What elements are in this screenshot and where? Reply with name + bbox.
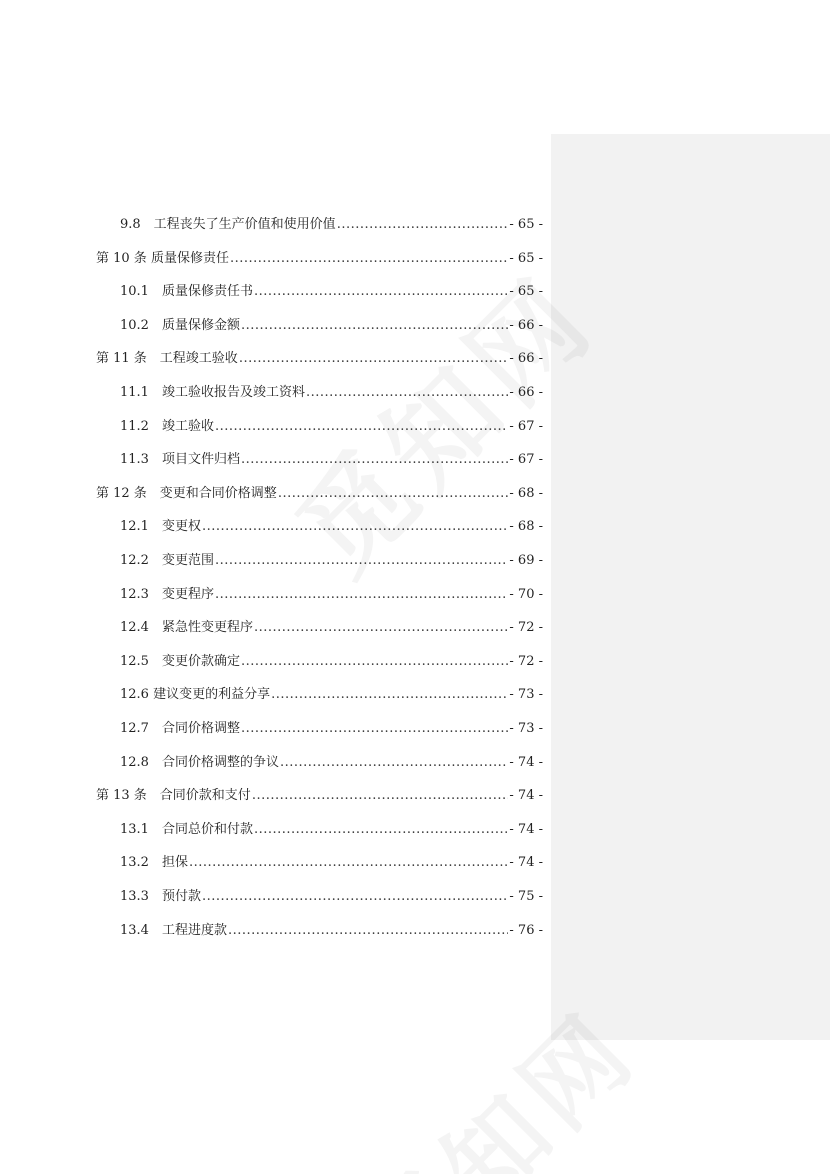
toc-section-entry[interactable]: [120, 314, 543, 338]
toc-page-number: - 72 -: [509, 653, 543, 669]
toc-entry-label: 第 11 条 工程竣工验收: [96, 351, 238, 367]
toc-section-entry[interactable]: [120, 616, 543, 640]
toc-chapter-entry[interactable]: [96, 247, 543, 271]
toc-page-number: - 66 -: [509, 317, 543, 333]
toc-dot-leader: [189, 851, 508, 875]
toc-page-number: - 67 -: [509, 418, 543, 434]
toc-section-entry[interactable]: [120, 650, 543, 674]
toc-dot-leader: [254, 818, 508, 842]
toc-section-entry[interactable]: [120, 549, 543, 573]
toc-page-number: - 73 -: [509, 721, 543, 736]
toc-entry-label: 12.6 建议变更的利益分享: [120, 687, 271, 703]
toc-dot-leader: [215, 549, 508, 573]
toc-section-entry[interactable]: [120, 415, 543, 439]
toc-entry-label: 12.5 变更价款确定: [120, 653, 240, 669]
toc-page-number: - 66 -: [509, 385, 543, 400]
toc-page-number: - 74 -: [509, 855, 543, 871]
toc-section-entry[interactable]: [120, 885, 543, 909]
toc-entry-label: 13.4 工程进度款: [120, 922, 227, 938]
toc-page-number: - 69 -: [509, 553, 543, 568]
toc-entry-label: 11.2 竣工验收: [120, 418, 214, 434]
toc-dot-leader: [254, 280, 508, 304]
toc-entry-label: 第 12 条 变更和合同价格调整: [96, 485, 277, 501]
toc-page-number: - 65 -: [509, 250, 543, 266]
toc-entry-label: 12.2 变更范围: [120, 553, 214, 568]
toc-page-number: - 73 -: [509, 687, 543, 703]
toc-dot-leader: [254, 616, 508, 640]
toc-page-number: - 67 -: [509, 452, 543, 468]
toc-chapter-entry[interactable]: [96, 482, 543, 506]
toc-dot-leader: [202, 885, 508, 909]
toc-page-number: - 74 -: [509, 821, 543, 837]
toc-dot-leader: [239, 347, 509, 371]
toc-entry-label: 12.3 变更程序: [120, 586, 214, 602]
comment-margin-panel: [551, 134, 830, 1040]
toc-section-entry[interactable]: [120, 213, 543, 237]
toc-page-number: - 65 -: [509, 217, 543, 232]
toc-section-entry[interactable]: [120, 818, 543, 842]
toc-entry-label: 12.8 合同价格调整的争议: [120, 754, 279, 770]
toc-entry-label: 12.4 紧急性变更程序: [120, 620, 253, 636]
toc-page-number: - 65 -: [509, 284, 543, 300]
toc-dot-leader: [278, 482, 509, 506]
toc-section-entry[interactable]: [120, 381, 543, 405]
toc-page-number: - 74 -: [509, 754, 543, 770]
toc-entry-label: 13.3 预付款: [120, 889, 201, 904]
toc-dot-leader: [228, 919, 508, 943]
toc-dot-leader: [241, 314, 508, 338]
toc-section-entry[interactable]: [120, 919, 543, 943]
toc-section-entry[interactable]: [120, 515, 543, 539]
toc-page-number: - 76 -: [509, 922, 543, 938]
toc-page-number: - 72 -: [509, 620, 543, 636]
toc-entry-label: 12.1 变更权: [120, 519, 201, 535]
toc-page-number: - 70 -: [509, 586, 543, 602]
toc-dot-leader: [241, 448, 508, 472]
toc-page-number: - 68 -: [509, 485, 543, 501]
toc-dot-leader: [241, 650, 508, 674]
toc-page-number: - 75 -: [509, 889, 543, 904]
toc-chapter-entry[interactable]: [96, 784, 543, 808]
toc-section-entry[interactable]: [120, 280, 543, 304]
toc-dot-leader: [271, 683, 508, 707]
toc-dot-leader: [215, 583, 508, 607]
toc-section-entry[interactable]: [120, 851, 543, 875]
toc-entry-label: 13.2 担保: [120, 855, 188, 871]
toc-entry-label: 第 13 条 合同价款和支付: [96, 788, 251, 804]
toc-entry-label: 9.8 工程丧失了生产价值和使用价值: [120, 217, 336, 232]
toc-page-number: - 66 -: [509, 351, 543, 367]
toc-entry-label: 12.7 合同价格调整: [120, 721, 240, 736]
toc-section-entry[interactable]: [120, 448, 543, 472]
toc-dot-leader: [215, 415, 508, 439]
toc-page-number: - 74 -: [509, 788, 543, 804]
toc-dot-leader: [280, 751, 508, 775]
toc-entry-label: 第 10 条 质量保修责任: [96, 250, 229, 266]
toc-entry-label: 11.1 竣工验收报告及竣工资料: [120, 385, 305, 400]
toc-dot-leader: [202, 515, 508, 539]
toc-dot-leader: [230, 247, 508, 271]
toc-section-entry[interactable]: [120, 717, 543, 741]
toc-page-number: - 68 -: [509, 519, 543, 535]
toc-dot-leader: [306, 381, 508, 405]
toc-entry-label: 13.1 合同总价和付款: [120, 821, 253, 837]
toc-section-entry[interactable]: [120, 683, 543, 707]
toc-dot-leader: [252, 784, 509, 808]
toc-chapter-entry[interactable]: [96, 347, 543, 371]
toc-section-entry[interactable]: [120, 583, 543, 607]
toc-dot-leader: [241, 717, 508, 741]
toc-entry-label: 11.3 项目文件归档: [120, 452, 240, 468]
toc-section-entry[interactable]: [120, 751, 543, 775]
toc-entry-label: 10.1 质量保修责任书: [120, 284, 253, 300]
toc-dot-leader: [337, 213, 509, 237]
toc-entry-label: 10.2 质量保修金额: [120, 317, 240, 333]
